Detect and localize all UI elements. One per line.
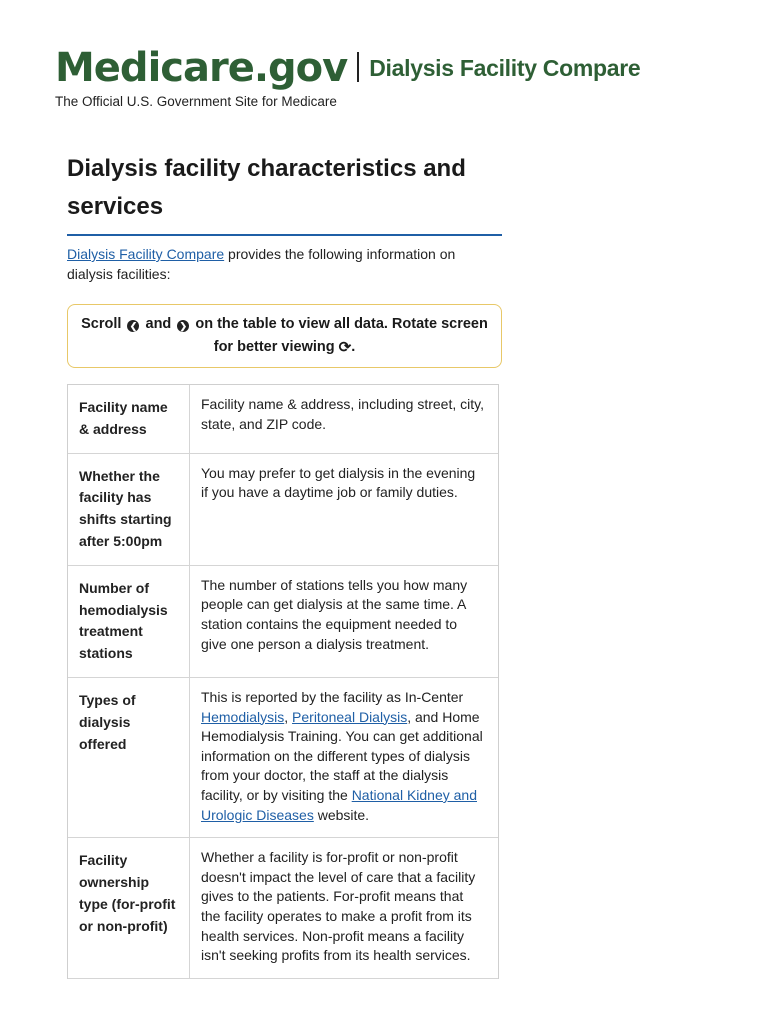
desc-text: This is reported by the facility as In-Center xyxy=(201,688,464,705)
title-rule xyxy=(67,234,502,236)
main-content xyxy=(67,150,502,979)
notice-and-text: and xyxy=(145,316,172,332)
table-row xyxy=(68,677,498,837)
notice-body-text: on the table to view all data. Rotate screen for better viewing xyxy=(195,316,488,355)
medicare-logo[interactable]: Medicare.gov xyxy=(55,45,348,91)
table-row xyxy=(68,453,498,565)
row-description: Facility name & address, including street, city, state, and ZIP code. xyxy=(190,385,499,453)
row-label: Whether the facility has shifts starting after 5:00pm xyxy=(68,453,190,565)
arrow-right-circle-icon: ❯ xyxy=(177,320,189,332)
site-tagline: The Official U.S. Government Site for Medicare xyxy=(55,94,337,109)
row-label: Facility ownership type (for-profit or non-profit) xyxy=(68,838,190,979)
row-label: Types of dialysis offered xyxy=(68,677,190,837)
row-label: Number of hemodialysis treatment stations xyxy=(68,565,190,677)
row-description xyxy=(190,677,499,837)
site-header xyxy=(55,38,715,108)
row-description: You may prefer to get dialysis in the evening if you have a daytime job or family duties. xyxy=(190,453,499,565)
row-label: Facility name & address xyxy=(68,385,190,453)
dialysis-facility-compare-link[interactable]: Dialysis Facility Compare xyxy=(67,246,225,262)
app-name[interactable]: Dialysis Facility Compare xyxy=(369,55,641,81)
row-description: Whether a facility is for-profit or non-profit doesn't impact the level of care that a facility gives to the patients. For-profit means that the facility operates to make a profit from its health services. Non-profit means a facility isn't seeking profits from its health services. xyxy=(190,838,499,979)
desc-text: website. xyxy=(313,806,370,823)
logo-row xyxy=(55,38,715,91)
notice-scroll-text: Scroll xyxy=(81,316,122,332)
arrow-left-circle-icon: ❮ xyxy=(127,320,139,332)
intro-paragraph xyxy=(67,244,502,284)
page-title: Dialysis facility characteristics and services xyxy=(67,155,466,220)
rotate-icon: ⟳ xyxy=(338,339,352,356)
intro-text: provides the following information on dialysis facilities: xyxy=(67,246,456,282)
desc-text: , xyxy=(284,708,293,725)
scroll-notice xyxy=(67,304,502,368)
logo-divider xyxy=(357,52,359,82)
table-row xyxy=(68,838,498,979)
hemodialysis-link[interactable]: Hemodialysis xyxy=(201,708,285,725)
national-kidney-link[interactable]: National Kidney and Urologic Diseases xyxy=(201,786,477,823)
table-scroll-container[interactable] xyxy=(67,384,499,979)
table-row xyxy=(68,565,498,677)
peritoneal-dialysis-link[interactable]: Peritoneal Dialysis xyxy=(292,708,408,725)
desc-text: , and Home Hemodialysis Training. You can get additional information on the different types of dialysis from your doctor, the staff at the dialysis facility, or by visiting the xyxy=(201,708,483,803)
row-description: The number of stations tells you how many people can get dialysis at the same time. A station contains the equipment needed to give one person a dialysis treatment. xyxy=(190,565,499,677)
notice-end: . xyxy=(351,339,356,355)
characteristics-table xyxy=(68,385,498,979)
table-row xyxy=(68,385,498,453)
